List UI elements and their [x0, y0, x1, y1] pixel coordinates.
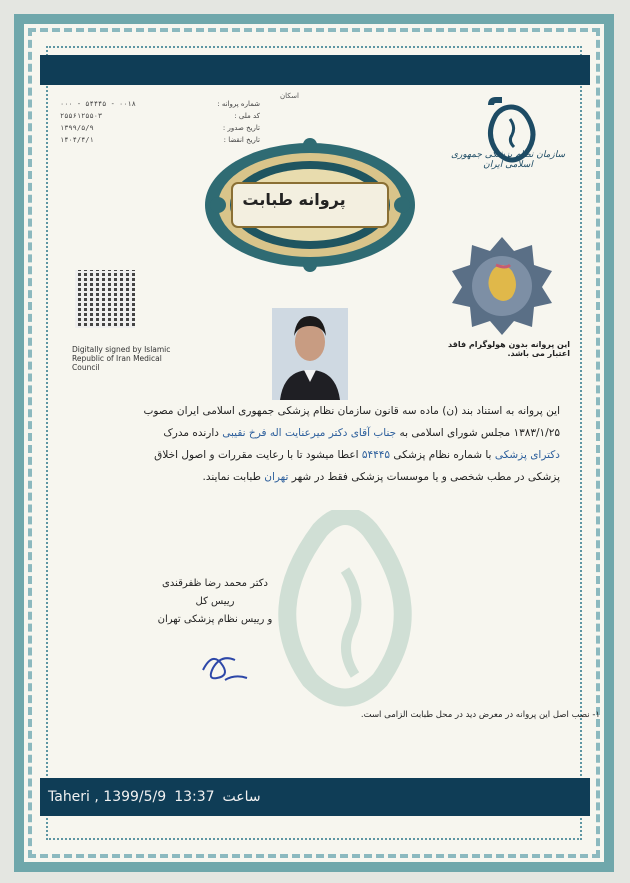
digital-signature-note: Digitally signed by Islamic Republic of Iran Medical Council — [72, 345, 171, 372]
meta-row — [60, 100, 260, 112]
body-text: ۱۳۸۳/۱/۲۵ مجلس شورای اسلامی به — [396, 427, 560, 439]
signatory — [120, 575, 310, 629]
body-text: دارنده مدرک — [163, 427, 223, 439]
footer-text: Taheri , 1399/5/9 — [48, 789, 167, 805]
meta-key: تاریخ انقضا : — [223, 136, 260, 144]
body-text: طبابت نمایند. — [202, 471, 265, 483]
portrait-image — [272, 308, 348, 400]
signatory-title: و رییس نظام پزشکی تهران — [157, 614, 273, 625]
meta-row — [60, 112, 260, 124]
footer-time-word: ساعت — [222, 789, 261, 805]
certificate-title: پروانه طبابت — [242, 189, 346, 209]
body-line — [120, 444, 560, 466]
certificate-body — [120, 400, 560, 488]
hologram-seal-icon — [448, 235, 556, 335]
holder-name: جناب آقای دکتر میرعنایت اله فرخ نقیبی — [222, 427, 397, 439]
hologram-note: این پروانه بدون هولوگرام فاقد اعتبار می باشد. — [448, 340, 570, 358]
organization-name: سازمان نظام پزشکی جمهوری اسلامی ایران — [450, 150, 566, 170]
body-text: پزشکی در مطب شخصی و یا موسسات پزشکی فقط در شهر — [288, 471, 560, 483]
meta-value: ۲۵۵۶۱۲۵۵۰۳ — [60, 112, 103, 120]
top-label: اسکان — [280, 92, 299, 100]
signatory-title: رییس کل — [195, 596, 235, 607]
meta-value: ۰۰۰ - ۵۴۴۴۵ - ۰۰۱۸ — [60, 100, 136, 108]
body-text: اعطا میشود تا با رعایت مقررات و اصول اخلاق — [154, 449, 362, 461]
bottom-band — [40, 778, 590, 816]
degree: دکترای پزشکی — [494, 449, 560, 461]
qr-code — [75, 270, 135, 328]
meta-value: ۱۳۹۹/۵/۹ — [60, 124, 94, 132]
handwritten-signature — [195, 640, 255, 685]
meta-value: ۱۴۰۴/۴/۱ — [60, 136, 94, 144]
body-line: این پروانه به استناد بند (ن) ماده سه قانون سازمان نظام پزشکی جمهوری اسلامی ایران مصوب — [143, 405, 560, 417]
footer-time: 13:37 — [174, 789, 215, 805]
meta-key: کد ملی : — [234, 112, 260, 120]
meta-key: شماره پروانه : — [217, 100, 260, 108]
council-number: ۵۴۴۴۵ — [361, 449, 391, 461]
meta-key: تاریخ صدور : — [222, 124, 260, 132]
top-band — [40, 55, 590, 85]
footnote: ۱- نصب اصل این پروانه در معرض دید در محل طبابت الزامی است. — [360, 710, 600, 720]
holder-photo — [272, 308, 348, 400]
city: تهران — [264, 471, 289, 483]
body-line — [120, 466, 560, 488]
signatory-name: دکتر محمد رضا ظفرقندی — [162, 578, 268, 589]
body-text: با شماره نظام پزشکی — [390, 449, 495, 461]
body-line — [120, 422, 560, 444]
